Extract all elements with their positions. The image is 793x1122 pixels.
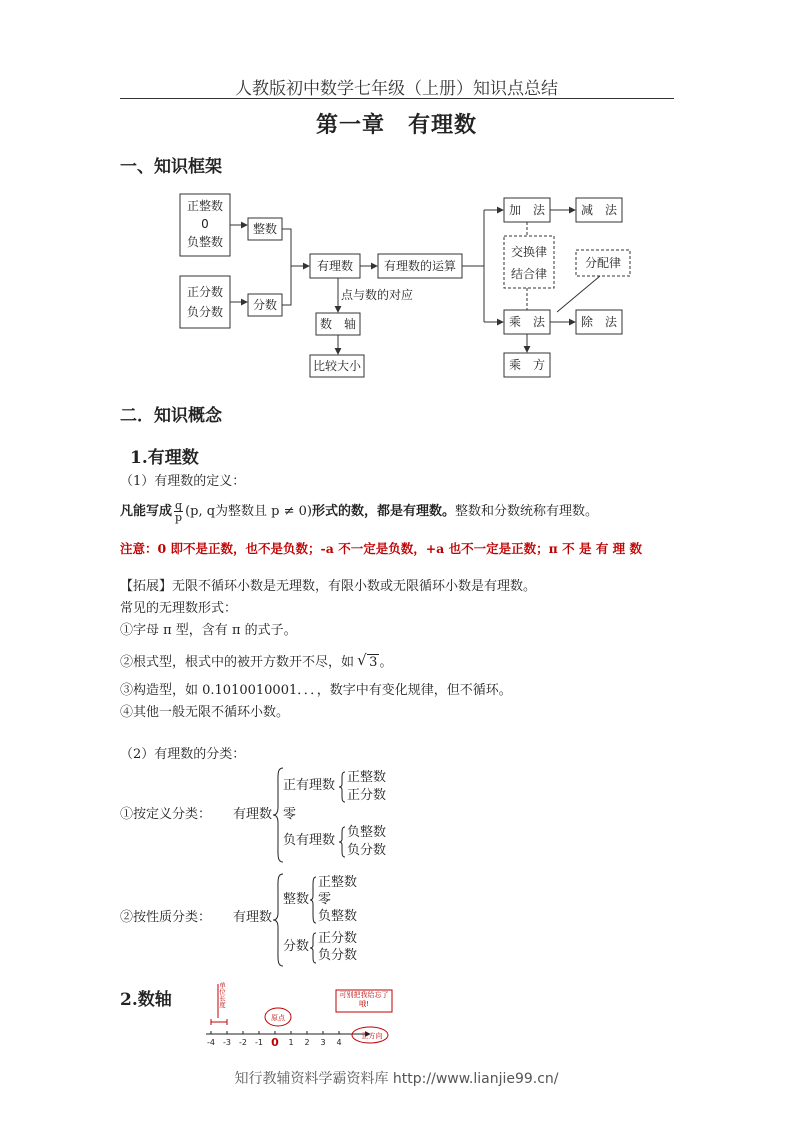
dia-label: 分数: [252, 298, 278, 312]
class1-neg-item: 负分数: [347, 843, 387, 858]
dia-label: 有理数: [316, 259, 354, 273]
class2-frac-brace: [309, 932, 317, 964]
axis-tick-label-origin: 0: [271, 1036, 279, 1049]
class2-int-brace: [309, 876, 317, 924]
dia-label: 数 轴: [319, 317, 357, 331]
class1-positive: 正有理数: [283, 778, 336, 793]
header-rule: [120, 98, 674, 99]
class2-fraction: 分数: [283, 939, 310, 954]
dia-label: 减 法: [580, 203, 618, 217]
definition-label: （1）有理数的定义：: [120, 474, 246, 489]
axis-tick-label: 4: [336, 1038, 342, 1047]
class1-neg-brace: [338, 826, 346, 858]
extension-line: 【拓展】无限不循环小数是无理数，有限小数或无限循环小数是有理数。: [120, 579, 537, 594]
class2-int-item: 负整数: [318, 909, 358, 924]
axis-tick-label: -3: [223, 1038, 231, 1047]
sqrt-3: [358, 654, 379, 672]
dia-label: 除 法: [580, 315, 618, 329]
class1-root: 有理数: [233, 807, 273, 822]
box-fractions-group: [180, 276, 230, 328]
def-rest: 整数和分数统称有理数。: [455, 504, 599, 519]
def-bold-2: 形式的数，都是有理数。: [312, 504, 456, 519]
section-knowledge-framework: 一、知识框架: [120, 157, 222, 177]
class1-pos-item: 正整数: [347, 770, 387, 785]
common-forms-label: 常见的无理数形式：: [120, 601, 238, 616]
reminder-label: 可别把我给忘了哦!: [339, 991, 389, 1008]
axis-tick-label: 2: [304, 1038, 310, 1047]
definition-line: [120, 500, 598, 523]
note-line: 注意：0 即不是正数，也不是负数；-a 不一定是负数，+a 也不一定是正数；π 不 是 有 理 数: [120, 541, 643, 556]
dia-label: 乘 法: [508, 315, 546, 329]
dia-label: 整数: [252, 222, 278, 236]
class2-frac-item: 负分数: [318, 948, 358, 963]
dia-label: 正整数: [186, 199, 224, 213]
form-radical: [120, 654, 392, 672]
form-radical-end: 。: [379, 655, 393, 670]
dia-label: 比较大小: [312, 359, 362, 373]
reminder-label-container: [337, 991, 391, 1011]
dia-label: 正分数: [186, 285, 224, 299]
class-by-definition-label: ①按定义分类：: [120, 807, 212, 822]
classification-label: （2）有理数的分类：: [120, 747, 246, 762]
radicand: 3: [369, 655, 378, 670]
dia-label: 结合律: [510, 267, 548, 281]
class2-int-item: 零: [318, 892, 332, 907]
dia-label: 有理数的运算: [383, 259, 457, 273]
origin-label: 原点: [271, 1014, 285, 1022]
def-condition: (p, q为整数且 p ≠ 0): [185, 504, 312, 519]
class2-int-item: 正整数: [318, 875, 358, 890]
class1-negative: 负有理数: [283, 833, 336, 848]
class1-pos-item: 正分数: [347, 788, 387, 803]
form-radical-text: ②根式型，根式中的被开方数开不尽，如: [120, 655, 355, 670]
form-constructed: ③构造型，如 0.1010010001．．．，数字中有变化规律，但不循环。: [120, 683, 512, 698]
frac-denominator: p: [175, 511, 183, 524]
dia-label: 分配律: [584, 256, 622, 270]
dia-label: 点与数的对应: [340, 288, 414, 302]
class1-neg-item: 负整数: [347, 825, 387, 840]
axis-tick-label: -2: [239, 1038, 247, 1047]
dia-label: 加 法: [508, 203, 546, 217]
page-header: 人教版初中数学七年级（上册）知识点总结: [235, 79, 558, 99]
knowledge-framework-diagram: [176, 188, 636, 383]
form-pi: ①字母 π 型，含有 π 的式子。: [120, 623, 297, 638]
dia-label: 负分数: [186, 305, 224, 319]
class1-zero: 零: [283, 807, 297, 822]
axis-tick-label: -4: [207, 1038, 215, 1047]
def-bold-1: 凡能写成: [120, 504, 173, 519]
fraction-q-over-p: [174, 500, 183, 523]
class2-root: 有理数: [233, 910, 273, 925]
dia-label: 负整数: [186, 235, 224, 249]
form-other: ④其他一般无限不循环小数。: [120, 705, 290, 720]
page-footer: 知行教辅资料学霸资料库 http://www.lianjie99.cn/: [234, 1071, 559, 1087]
subsection-rational: 1.有理数: [130, 448, 199, 468]
dia-label: 乘 方: [508, 358, 546, 372]
axis-tick-label: -1: [255, 1038, 263, 1047]
direction-label: 正方向: [361, 1032, 383, 1040]
axis-tick-label: 1: [288, 1038, 294, 1047]
class-by-property-label: ②按性质分类：: [120, 910, 212, 925]
frac-numerator: q: [175, 499, 183, 512]
class1-pos-brace: [338, 771, 346, 803]
section-knowledge-concepts: 二．知识概念: [120, 406, 222, 426]
unit-length-label: 单位长度: [218, 982, 226, 1008]
subsection-number-line: 2.数轴: [120, 990, 172, 1010]
class2-frac-item: 正分数: [318, 931, 358, 946]
dia-label: 0: [201, 217, 209, 231]
dia-label: 交换律: [510, 245, 548, 259]
class2-integer: 整数: [283, 892, 310, 907]
number-line-figure: [200, 976, 400, 1052]
axis-tick-label: 3: [320, 1038, 326, 1047]
chapter-title: 第一章 有理数: [315, 112, 477, 138]
